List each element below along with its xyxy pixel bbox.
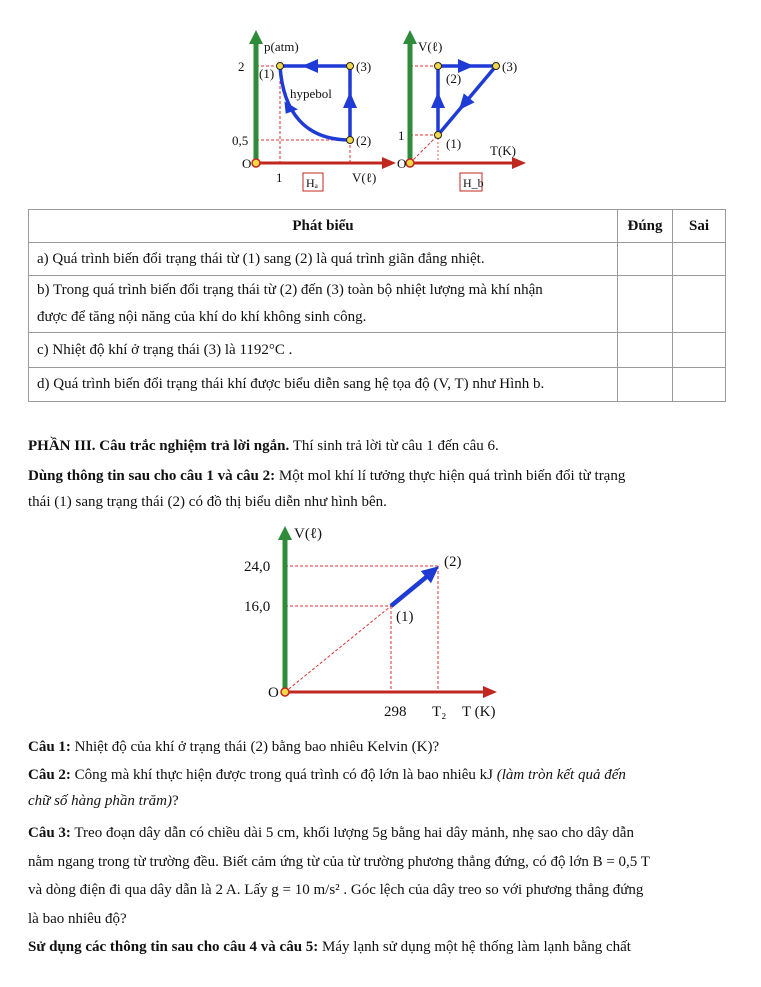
statement-c: c) Nhiệt độ khí ở trạng thái (3) là 1192°C . — [29, 333, 618, 368]
ha-origin: O — [242, 156, 252, 171]
vt-state1: (1) — [396, 609, 414, 625]
table-row — [29, 333, 726, 368]
statement-b — [29, 276, 618, 333]
graph-vt — [244, 526, 497, 720]
statement-table — [28, 209, 726, 402]
header-statement: Phát biểu — [29, 210, 618, 243]
ha-caption: Hₐ — [306, 176, 318, 190]
hb-state1: (1) — [446, 136, 462, 151]
info-q4-q5: Sử dụng các thông tin sau cho câu 4 và câu 5: Máy lạnh sử dụng một hệ thống làm lạnh bằng chất — [28, 939, 631, 955]
question-3: Câu 3: Treo đoạn dây dẫn có chiều dài 5 cm, khối lượng 5g bằng hai dây mảnh, nhẹ sao cho dây dẫn nằm ngang trong từ trường đều. Biết cảm ứng từ của từ trường phương thẳng đứng, có độ lớn B = 0,5 T và dòng điện đi qua dây dẫn là 2 A. Lấy g = 10 m/s² . Góc lệch của dây treo so với phương thẳng đứng là bao nhiêu độ? — [28, 825, 650, 927]
answer-false-cell-b[interactable] — [673, 276, 726, 333]
part3-heading: PHẦN III. Câu trắc nghiệm trả lời ngắn. Thí sinh trả lời từ câu 1 đến câu 6. — [28, 438, 499, 454]
hb-v-axis-label: V(ℓ) — [418, 39, 443, 54]
statement-d: d) Quá trình biến đổi trạng thái khí được biểu diễn sang hệ tọa độ (V, T) như Hình b. — [29, 368, 618, 402]
statement-b-line2: được để tăng nội năng của khí do khí không sinh công. — [37, 309, 367, 325]
header-false: Sai — [673, 210, 726, 243]
vt-tick-t298: 298 — [384, 704, 407, 720]
hb-state2: (2) — [446, 71, 462, 86]
vt-tick-t2: T₂ — [432, 704, 447, 720]
ha-tick-p2: 2 — [238, 59, 245, 74]
statement-b-line1: b) Trong quá trình biến đổi trạng thái từ (2) đến (3) toàn bộ nhiệt lượng mà khí nhận — [37, 282, 543, 298]
ha-state1: (1) — [259, 66, 275, 81]
figure-vt — [0, 515, 761, 727]
vt-state2: (2) — [444, 554, 462, 570]
question-2: Câu 2: Công mà khí thực hiện được trong quá trình có độ lớn là bao nhiêu kJ (làm tròn kết quả đến chữ số hàng phần trăm)? — [28, 767, 626, 809]
hb-tick-v1: 1 — [398, 128, 405, 143]
vt-tick-v16: 16,0 — [244, 599, 271, 615]
header-true: Đúng — [618, 210, 673, 243]
answer-false-cell-a[interactable] — [673, 243, 726, 276]
ha-tick-v1: 1 — [276, 170, 283, 185]
question-1: Câu 1: Nhiệt độ của khí ở trạng thái (2) bằng bao nhiêu Kelvin (K)? — [28, 739, 440, 755]
statement-a: a) Quá trình biến đổi trạng thái từ (1) sang (2) là quá trình giãn đẳng nhiệt. — [29, 243, 618, 276]
hb-origin: O — [397, 156, 407, 171]
vt-tick-v24: 24,0 — [244, 559, 271, 575]
hb-t-axis-label: T(K) — [490, 143, 516, 158]
answer-false-cell-c[interactable] — [673, 333, 726, 368]
figure-top — [0, 0, 761, 205]
ha-state2: (2) — [356, 133, 372, 148]
graph-ha — [232, 30, 396, 191]
answer-false-cell-d[interactable] — [673, 368, 726, 402]
vt-origin: O — [268, 685, 279, 701]
hb-state3: (3) — [502, 59, 518, 74]
hb-caption: H_b — [463, 176, 484, 190]
vt-t-axis-label: T (K) — [462, 704, 496, 720]
table-row — [29, 368, 726, 402]
graph-hb — [397, 30, 526, 191]
info-q1-q2: Dùng thông tin sau cho câu 1 và câu 2: Một mol khí lí tưởng thực hiện quá trình biến đổi từ trạng thái (1) sang trạng thái (2) có đồ thị biểu diễn như hình bên. — [28, 468, 626, 510]
ha-curve-label: hypebol — [290, 86, 332, 101]
table-row — [29, 276, 726, 333]
table-row — [29, 243, 726, 276]
ha-v-axis-label: V(ℓ) — [352, 170, 377, 185]
answer-true-cell-d[interactable] — [618, 368, 673, 402]
answer-true-cell-a[interactable] — [618, 243, 673, 276]
table-header-row — [29, 210, 726, 243]
ha-state3: (3) — [356, 59, 372, 74]
ha-p-axis-label: p(atm) — [264, 39, 299, 54]
answer-true-cell-c[interactable] — [618, 333, 673, 368]
vt-v-axis-label: V(ℓ) — [294, 526, 323, 542]
answer-true-cell-b[interactable] — [618, 276, 673, 333]
ha-tick-p05: 0,5 — [232, 133, 249, 148]
